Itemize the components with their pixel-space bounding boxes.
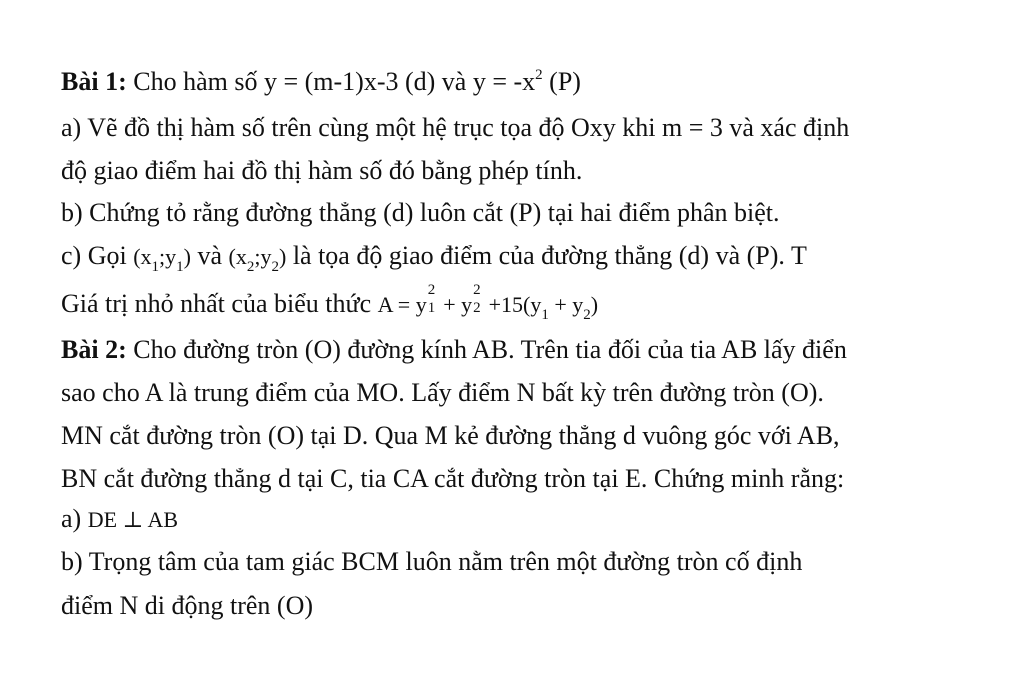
expr-rest3: )	[590, 292, 599, 317]
expr-a-eq: A = y	[377, 292, 427, 317]
bai1-label: Bài 1:	[61, 67, 127, 96]
bai1-part-b-line: b) Chứng tỏ rằng đường thẳng (d) luôn cắt (P) tại hai điểm phân biệt.	[61, 198, 780, 227]
c-p1-sub1: 1	[151, 259, 160, 275]
bai2-part-b-line2: điểm N di động trên (O)	[61, 591, 314, 620]
bai2-line1	[61, 334, 847, 366]
bai2-a-expression: DE ⊥ AB	[87, 507, 179, 532]
bai2-line3: MN cắt đường tròn (O) tại D. Qua M kẻ đường thẳng d vuông góc với AB,	[61, 421, 840, 450]
expr-rsub2: 2	[583, 307, 591, 323]
bai2-line1-text: Cho đường tròn (O) đường kính AB. Trên tia đối của tia AB lấy điển	[133, 335, 847, 364]
bai2-label: Bài 2:	[61, 335, 127, 364]
bai1-intro-end: (P)	[549, 67, 581, 96]
c-point2	[228, 244, 287, 275]
c-prefix: c) Gọi	[61, 241, 127, 270]
c-p1-open: (x	[133, 244, 152, 269]
bai1-intro: Cho hàm số y = (m-1)x-3 (d) và y = -x	[133, 67, 536, 96]
expr-sub1: 1	[427, 300, 436, 316]
bai1-part-a-line2: độ giao điểm hai đồ thị hàm số đó bằng phép tính.	[61, 156, 583, 185]
bai1-min-value-line	[61, 282, 599, 324]
c-p2-open: (x	[228, 244, 247, 269]
bai2-part-b-line1: b) Trọng tâm của tam giác BCM luôn nằm trên một đường tròn cố định	[61, 547, 803, 576]
expr-y2-indices	[472, 282, 483, 316]
c-p2-close: )	[278, 244, 287, 269]
c-p2-sub1: 2	[246, 259, 255, 275]
expr-plus-y: + y	[443, 292, 473, 317]
min-value-text: Giá trị nhỏ nhất của biểu thức	[61, 289, 372, 318]
expression-A	[377, 282, 599, 323]
bai2-line4: BN cắt đường thẳng d tại C, tia CA cắt đường tròn tại E. Chứng minh rằng:	[61, 464, 845, 493]
expr-rest1: +15(y	[488, 292, 542, 317]
c-cut-text: T	[790, 241, 807, 270]
bai1-part-c-line	[61, 240, 807, 276]
c-suffix: là tọa độ giao điểm của đường thẳng (d) và (P).	[292, 241, 785, 270]
expr-exp1: 2	[427, 282, 436, 298]
expr-rsub1: 1	[541, 307, 549, 323]
bai1-intro-exponent: 2	[535, 67, 543, 83]
c-p1-sub2: 1	[176, 259, 184, 275]
bai1-heading	[61, 66, 581, 102]
bai2-line2: sao cho A là trung điểm của MO. Lấy điểm N bất kỳ trên đường tròn (O).	[61, 378, 824, 407]
expr-y1-indices	[427, 282, 438, 316]
expr-exp2: 2	[473, 282, 481, 298]
bai2-part-a-line	[61, 503, 178, 536]
c-and: và	[197, 241, 223, 270]
bai2-a-prefix: a)	[61, 504, 82, 533]
expr-sub2: 2	[473, 300, 481, 316]
expr-rest2: + y	[554, 292, 584, 317]
c-p1-mid: ;y	[159, 244, 177, 269]
bai1-part-a-line1: a) Vẽ đồ thị hàm số trên cùng một hệ trục tọa độ Oxy khi m = 3 và xác định	[61, 113, 850, 142]
c-point1	[133, 244, 191, 275]
c-p2-sub2: 2	[271, 259, 279, 275]
c-p2-mid: ;y	[254, 244, 272, 269]
c-p1-close: )	[183, 244, 191, 269]
